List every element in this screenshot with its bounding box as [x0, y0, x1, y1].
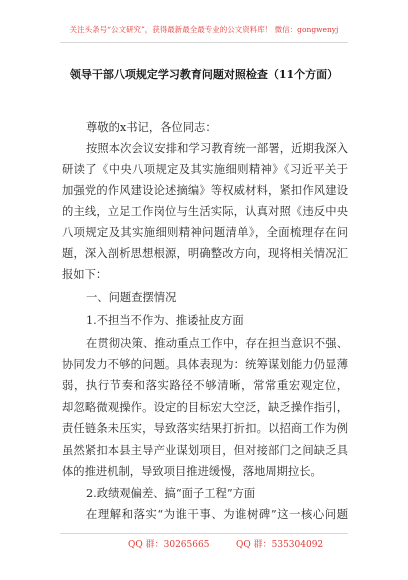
item-1-line: 在贯彻决策、推动重点工作中，存在担当意识不强、: [86, 336, 348, 350]
item-1-line: 协同发力不够的问题。具体表现为：统筹谋划能力仍显薄: [62, 357, 348, 371]
intro-line: 报如下：: [62, 267, 108, 281]
intro-line: 题，深入剖析思想根源，明确整改方向，现将相关情况汇: [62, 246, 348, 260]
item-2-line: 在理解和落实“为谁干事、为谁树碑”这一核心问题: [86, 508, 348, 521]
item-1-line: 虽然紧扣本县主导产业谋划项目，但对接部门之间缺乏具: [62, 443, 348, 457]
section-heading: 一、问题查摆情况: [86, 290, 177, 304]
footer-qq-group-2: QQ 群：535304092: [236, 540, 324, 550]
intro-line: 的主线，立足工作岗位与生活实际，认真对照《违反中央: [62, 204, 348, 218]
intro-line: 研读了《中央八项规定及其实施细则精神》《习近平关于: [62, 162, 348, 176]
item-1-line: 责任链条未压实，导致落实结果打折扣。以招商工作为例: [62, 422, 348, 435]
intro-line: 加强党的作风建设论述摘编》等权威材料，紧扣作风建设: [62, 183, 348, 197]
item-heading: 2.政绩观偏差、搞“面子工程”方面: [86, 486, 256, 500]
intro-line: 八项规定及其实施细则精神问题清单》，全面梳理存在问: [62, 225, 348, 239]
header-divider: [60, 42, 348, 43]
document-body: [62, 117, 348, 526]
item-1-line: 体的推进机制，导致项目推进缓慢，落地周期拉长。: [62, 465, 322, 478]
page-header: 关注头条号“公文研究”，获得最新最全最专业的公文资料库！ 微信：gongwenyj: [69, 25, 339, 34]
salutation: 尊敬的x书记，各位同志：: [86, 120, 217, 134]
item-heading: 1.不担当不作为、推诿扯皮方面: [86, 313, 244, 327]
item-1-line: 弱，执行节奏和落实路径不够清晰，常常重宏观定位，: [62, 379, 348, 392]
item-1-line: 却忽略微观操作。设定的目标宏大空泛，缺乏操作指引，: [62, 400, 348, 414]
intro-line: 按照本次会议安排和学习教育统一部署，近期我深入: [86, 141, 348, 155]
footer-qq-group-1: QQ 群：30265665: [128, 540, 210, 550]
document-title: 领导干部八项规定学习教育问题对照检查（11个方面）: [69, 68, 339, 81]
footer-divider: [60, 533, 348, 534]
